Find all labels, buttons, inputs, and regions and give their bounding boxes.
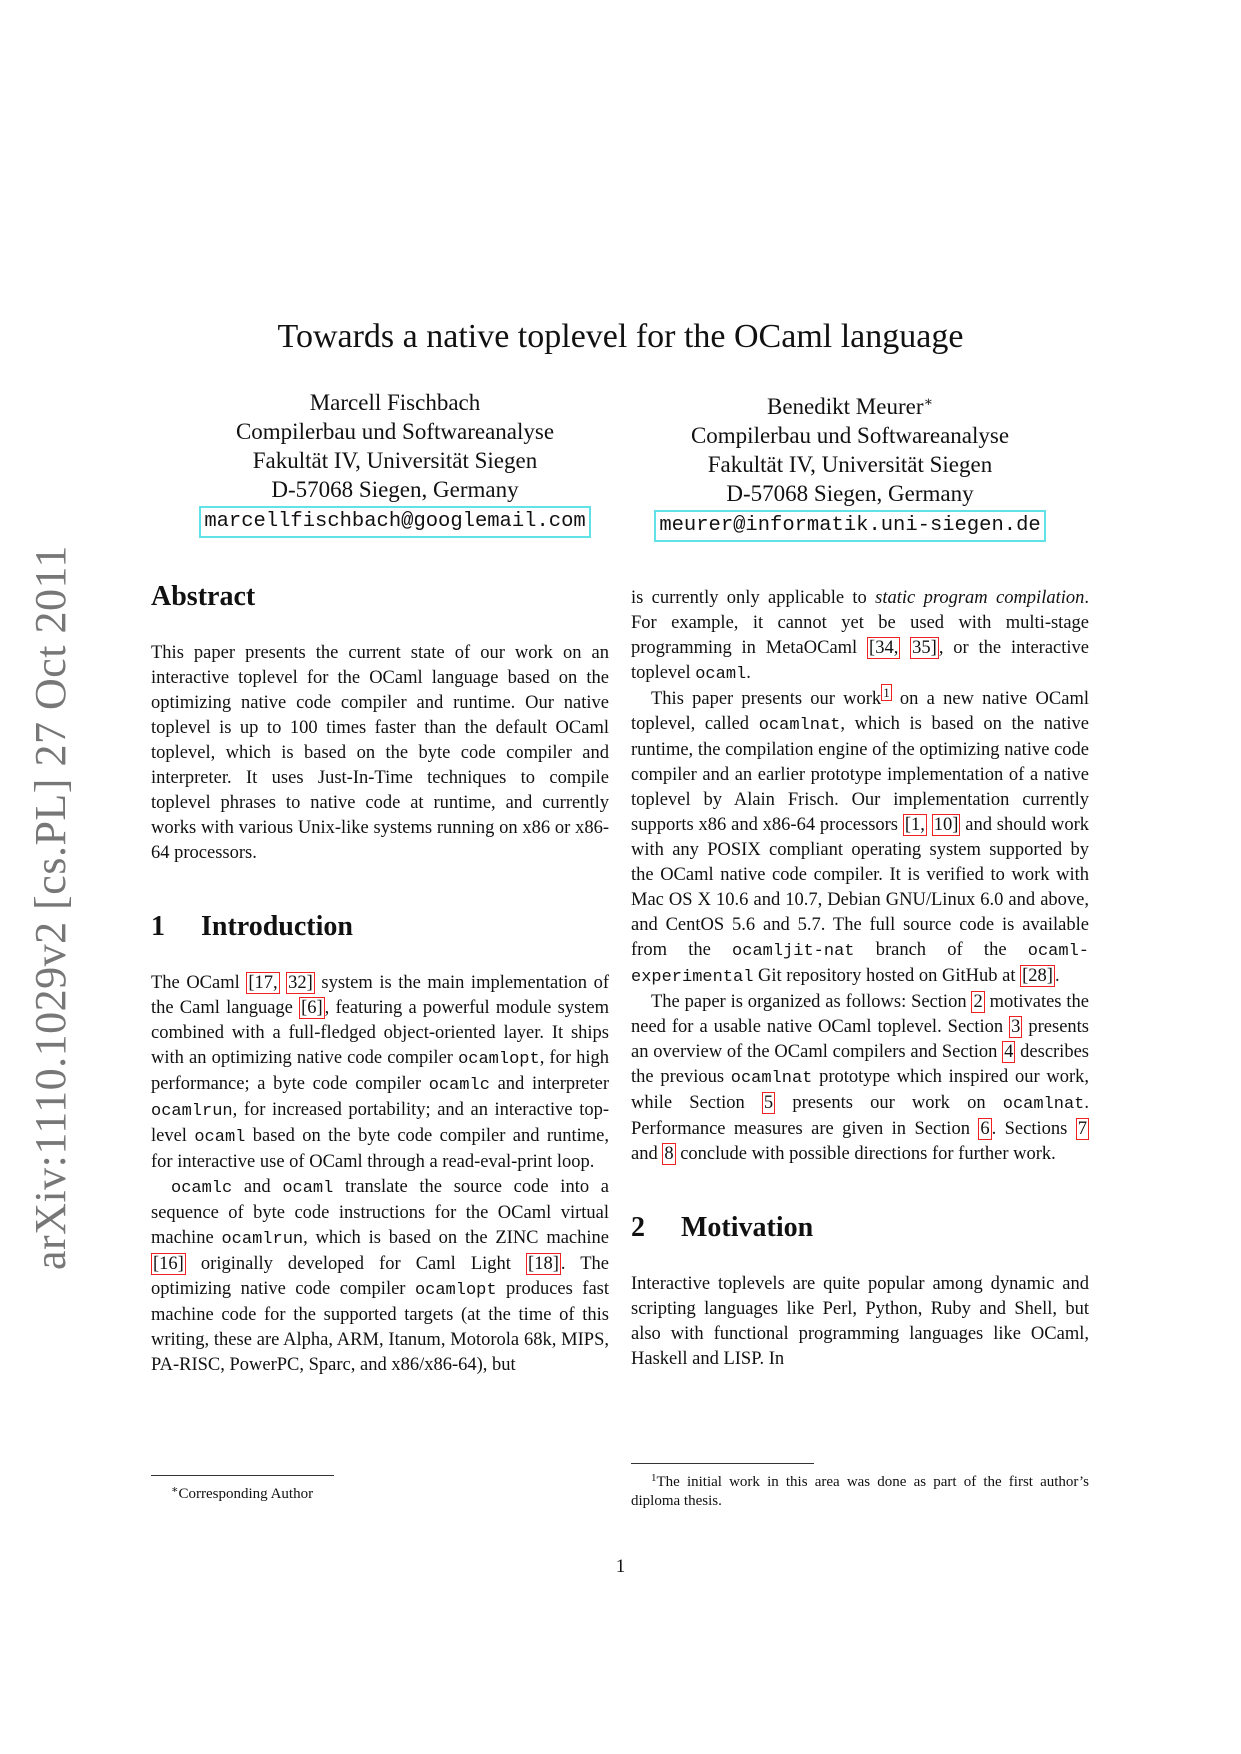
- citation-link[interactable]: [6]: [301, 998, 323, 1018]
- abstract-heading: Abstract: [151, 581, 256, 612]
- author-name: Marcell Fischbach: [309, 390, 481, 415]
- author-address: D-57068 Siegen, Germany: [271, 477, 519, 502]
- right-paragraph-1: is currently only applicable to static program compilation. For example, it cannot yet be used with multi-stage programming in MetaOCaml [34, 35] , or the interactive toplevel ocaml.: [631, 588, 1090, 684]
- code-term: ocaml: [282, 1179, 334, 1198]
- section-link[interactable]: 8: [664, 1144, 674, 1164]
- citation-link[interactable]: 10]: [933, 815, 959, 835]
- author-name-line: [640, 388, 1060, 421]
- author-affiliation: Fakultät IV, Universität Siegen: [707, 452, 993, 477]
- author-email-link[interactable]: meurer@informatik.uni-siegen.de: [654, 510, 1045, 542]
- code-term: ocaml: [695, 665, 747, 684]
- citation-link[interactable]: [16]: [153, 1254, 184, 1274]
- corresponding-mark: ∗: [923, 395, 933, 410]
- code-term: ocamlrun: [151, 1102, 233, 1121]
- code-term: ocamlnat: [758, 716, 841, 735]
- section-heading-introduction: 1 Introduction: [151, 911, 353, 942]
- author-affiliation: Compilerbau und Softwareanalyse: [235, 419, 555, 444]
- citation-link[interactable]: 35]: [912, 638, 937, 658]
- code-term: ocamlopt: [458, 1050, 540, 1069]
- arxiv-identifier: arXiv:1110.1029v2 [cs.PL] 27 Oct 2011: [26, 545, 75, 1270]
- author-email-link[interactable]: marcellfischbach@googlemail.com: [199, 506, 590, 538]
- code-term: ocamlnat: [1002, 1095, 1085, 1114]
- author-address: D-57068 Siegen, Germany: [726, 481, 974, 506]
- intro-paragraph-1: The OCaml [17, 32] system is the main implementation of the Caml language [6] , featuring a powerful module system combined with a full-fledged object-oriented layer. It ships with an optimizing native code compiler ocamlopt, for high performance; a byte code compiler ocamlc and interpreter ocamlrun, for increased portability; and an interactive top-level ocaml based on the byte code compiler and runtime, for interactive use of OCaml through a read-eval-print loop.: [151, 973, 610, 1172]
- author-affiliation: Fakultät IV, Universität Siegen: [252, 448, 538, 473]
- author-name: Benedikt Meurer: [767, 394, 924, 419]
- footnote-link[interactable]: 1: [883, 685, 890, 700]
- right-paragraph-3: The paper is organized as follows: Section 2 motivates the need for a usable native OCaml toplevel. Section 3 presents an overview of the OCaml compilers and Section 4 describes the previous ocamlnat prototype which inspired our work, while Section 5 presents our work on ocamlnat. Performance measures are given in Section 6 . Sections 7 and 8 conclude with possible directions for further work.: [631, 992, 1089, 1164]
- citation-link[interactable]: [28]: [1022, 966, 1053, 986]
- page-number: 1: [615, 1556, 626, 1577]
- citation-link[interactable]: [18]: [528, 1254, 559, 1274]
- citation-link[interactable]: [34,: [869, 638, 899, 658]
- section-link[interactable]: 5: [763, 1093, 774, 1113]
- footnote-rule-right: [631, 1463, 814, 1464]
- code-term: ocamlrun: [221, 1230, 304, 1249]
- motivation-paragraph: Interactive toplevels are quite popular among dynamic and scripting languages like Perl, Python, Ruby and Shell, but also with functional programming languages like OCaml, Haskell and LISP. In: [631, 1274, 1089, 1369]
- left-column: [151, 580, 609, 1378]
- right-paragraph-2: This paper presents our work $^1$ on a new native OCaml toplevel, called ocamlnat, which is based on the native runtime, the compilation engine of the optimizing native code compiler and an earlier prototype implementation of a native toplevel by Alain Frisch. Our implementation currently supports x86 and x86-64 processors [1, 10] and should work with any POSIX compliant operating system supported by the OCaml native code compiler. It is verified to work with Mac OS X 10.6 and 10.7, Debian GNU/Linux 6.0 and above, and CentOS 5.6 and 5.7. The full source code is available from the ocamljit-nat branch of the ocaml-experimental Git repository hosted on GitHub at [28] .: [631, 685, 1090, 987]
- section-link[interactable]: 4: [1004, 1042, 1014, 1062]
- code-term: ocamlc: [428, 1076, 490, 1095]
- paper-title: Towards a native toplevel for the OCaml language: [277, 318, 964, 355]
- citation-link[interactable]: [17,: [248, 973, 278, 993]
- citation-link[interactable]: 32]: [288, 973, 313, 993]
- section-heading-motivation: 2 Motivation: [631, 1212, 814, 1243]
- section-link[interactable]: 3: [1011, 1017, 1021, 1037]
- intro-paragraph-2: ocamlc and ocaml translate the source code into a sequence of byte code instructions for the OCaml virtual machine ocamlrun, which is based on the ZINC machine [16] originally developed for Caml Light [18] . The optimizing native code compiler ocamlopt produces fast machine code for the supported targets (at the time of this writing, these are Alpha, ARM, Itanum, Motorola 68k, MIPS, PA-RISC, PowerPC, Sparc, and x86/x86-64), but: [151, 1177, 609, 1375]
- footnote-rule-left: [151, 1475, 334, 1476]
- footnote-left: ∗Corresponding Author: [171, 1484, 314, 1502]
- section-link[interactable]: 2: [973, 992, 983, 1012]
- code-term: ocamlopt: [414, 1281, 497, 1300]
- footnote-right: $^1$The initial work in this area was done as part of the first author’s diploma thesis.: [631, 1472, 1089, 1509]
- citation-link[interactable]: [1,: [904, 815, 925, 835]
- section-link[interactable]: 6: [980, 1119, 990, 1139]
- code-term: ocamlc: [171, 1179, 233, 1198]
- code-term: ocaml: [194, 1128, 246, 1147]
- code-term: ocaml-experimental: [631, 942, 1089, 987]
- author-block-1: [185, 388, 605, 538]
- author-affiliation: Compilerbau und Softwareanalyse: [690, 423, 1010, 448]
- right-column: [631, 586, 1089, 1372]
- abstract-text: This paper presents the current state of our work on an interactive toplevel for the OCaml language based on the optimizing native code compiler and runtime. Our native toplevel is up to 100 times faster than the default OCaml toplevel, which is based on the byte code compiler and interpreter. It uses Just-In-Time techniques to compile toplevel phrases to native code at runtime, and currently works with various Unix-like systems running on x86 or x86-64 processors.: [151, 643, 609, 863]
- author-block-2: [640, 388, 1060, 542]
- code-term: ocamljit-nat: [732, 942, 855, 961]
- section-link[interactable]: 7: [1077, 1119, 1087, 1139]
- code-term: ocamlnat: [730, 1069, 813, 1088]
